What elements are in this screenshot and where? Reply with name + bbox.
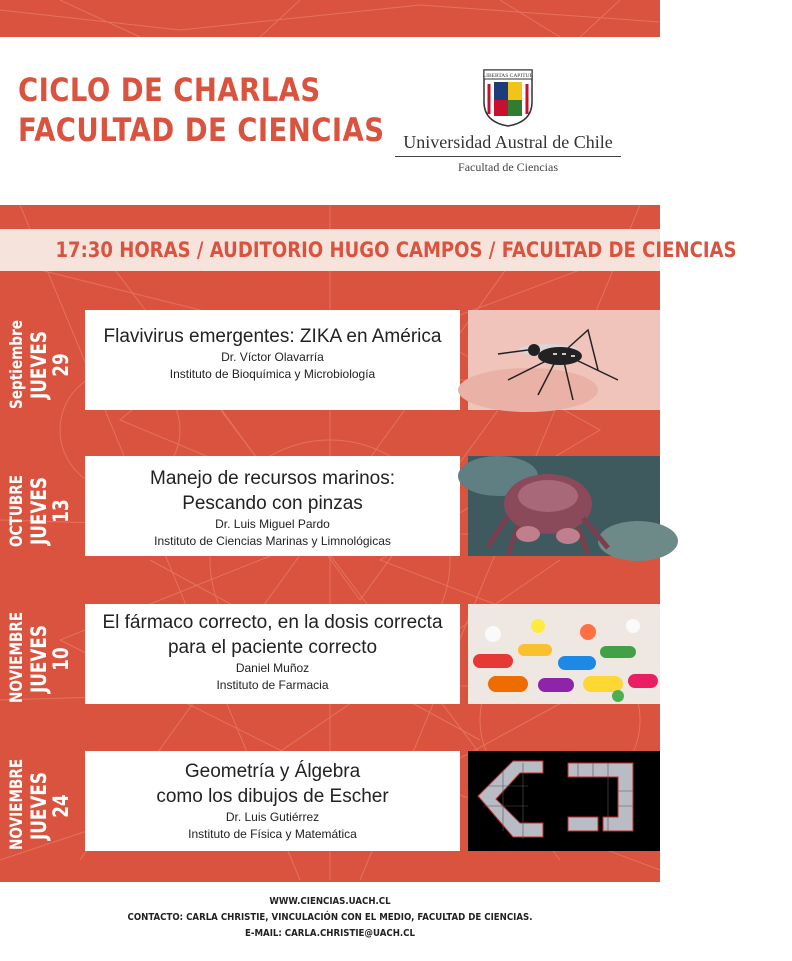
talk-title-line-1: Flavivirus emergentes: ZIKA en América: [103, 326, 442, 347]
talk-speaker: Dr. Luis Miguel Pardo: [215, 517, 330, 531]
faculty-name: Facultad de Ciencias: [458, 160, 558, 174]
university-name: Universidad Austral de Chile: [403, 132, 613, 152]
talk-day: JUEVES 29: [27, 331, 73, 399]
talk-card: [85, 456, 460, 556]
talk-title-line-2: Pescando con pinzas: [182, 493, 363, 514]
talk-item: [0, 456, 660, 566]
university-shield-icon: [480, 66, 536, 128]
talk-institute: Instituto de Ciencias Marinas y Limnológicas: [154, 534, 391, 548]
talk-title-line-1: Manejo de recursos marinos:: [150, 468, 395, 489]
talk-card: [85, 310, 460, 410]
talk-date: [0, 751, 78, 861]
shield-motto: LIBERTAS CAPITUR: [482, 73, 534, 79]
mosquito-icon: [468, 310, 660, 410]
schedule-location-bar: [0, 229, 737, 271]
talk-month: OCTUBRE: [7, 475, 27, 547]
title-line-1: CICLO DE CHARLAS: [18, 71, 321, 109]
mosquito-photo: [468, 310, 660, 410]
escher-cubes-icon: [468, 751, 660, 851]
escher-cubes-image: [468, 751, 660, 851]
talk-item: [0, 310, 660, 420]
footer: [0, 882, 660, 961]
footer-email: E-MAIL: CARLA.CHRISTIE@UACH.CL: [245, 928, 415, 939]
talk-item: [0, 751, 660, 861]
pills-photo: [468, 604, 660, 704]
crab-icon: [468, 456, 660, 556]
talk-month: NOVIEMBRE: [7, 611, 27, 703]
talk-date: [0, 604, 78, 714]
title-line-2: FACULTAD DE CIENCIAS: [18, 111, 385, 149]
talk-date: [0, 310, 78, 420]
talk-date: [0, 456, 78, 566]
talk-item: [0, 604, 660, 714]
talk-title-line-1: Geometría y Álgebra: [184, 761, 361, 782]
page-title: [18, 70, 384, 150]
talk-title-line-2: como los dibujos de Escher: [156, 786, 389, 807]
talk-month: Septiembre: [7, 320, 27, 409]
talk-title-line-1: El fármaco correcto, en la dosis correcta: [102, 612, 443, 633]
talk-institute: Instituto de Bioquímica y Microbiología: [169, 367, 376, 381]
schedule-location-text: 17:30 HORAS / AUDITORIO HUGO CAMPOS / FACULTAD DE CIENCIAS: [55, 238, 737, 262]
talk-card: [85, 751, 460, 851]
talk-day: JUEVES 13: [27, 477, 73, 545]
footer-website: WWW.CIENCIAS.UACH.CL: [269, 896, 391, 907]
talk-speaker: Dr. Luis Gutiérrez: [225, 810, 320, 824]
crab-photo: [468, 456, 660, 556]
talk-day: JUEVES 10: [27, 625, 73, 693]
talk-month: NOVIEMBRE: [7, 758, 27, 850]
talk-day: JUEVES 24: [27, 772, 73, 840]
talk-card: [85, 604, 460, 704]
university-divider: [395, 156, 621, 157]
university-logo: [395, 60, 621, 180]
footer-contact: CONTACTO: CARLA CHRISTIE, VINCULACIÓN CON EL MEDIO, FACULTAD DE CIENCIAS.: [127, 912, 533, 923]
talk-speaker: Daniel Muñoz: [235, 661, 310, 675]
talk-speaker: Dr. Víctor Olavarría: [221, 350, 324, 364]
pills-icon: [468, 604, 660, 704]
talk-title-line-2: para el paciente correcto: [167, 637, 378, 658]
talk-institute: Instituto de Farmacia: [216, 678, 329, 692]
talk-institute: Instituto de Física y Matemática: [188, 827, 357, 841]
